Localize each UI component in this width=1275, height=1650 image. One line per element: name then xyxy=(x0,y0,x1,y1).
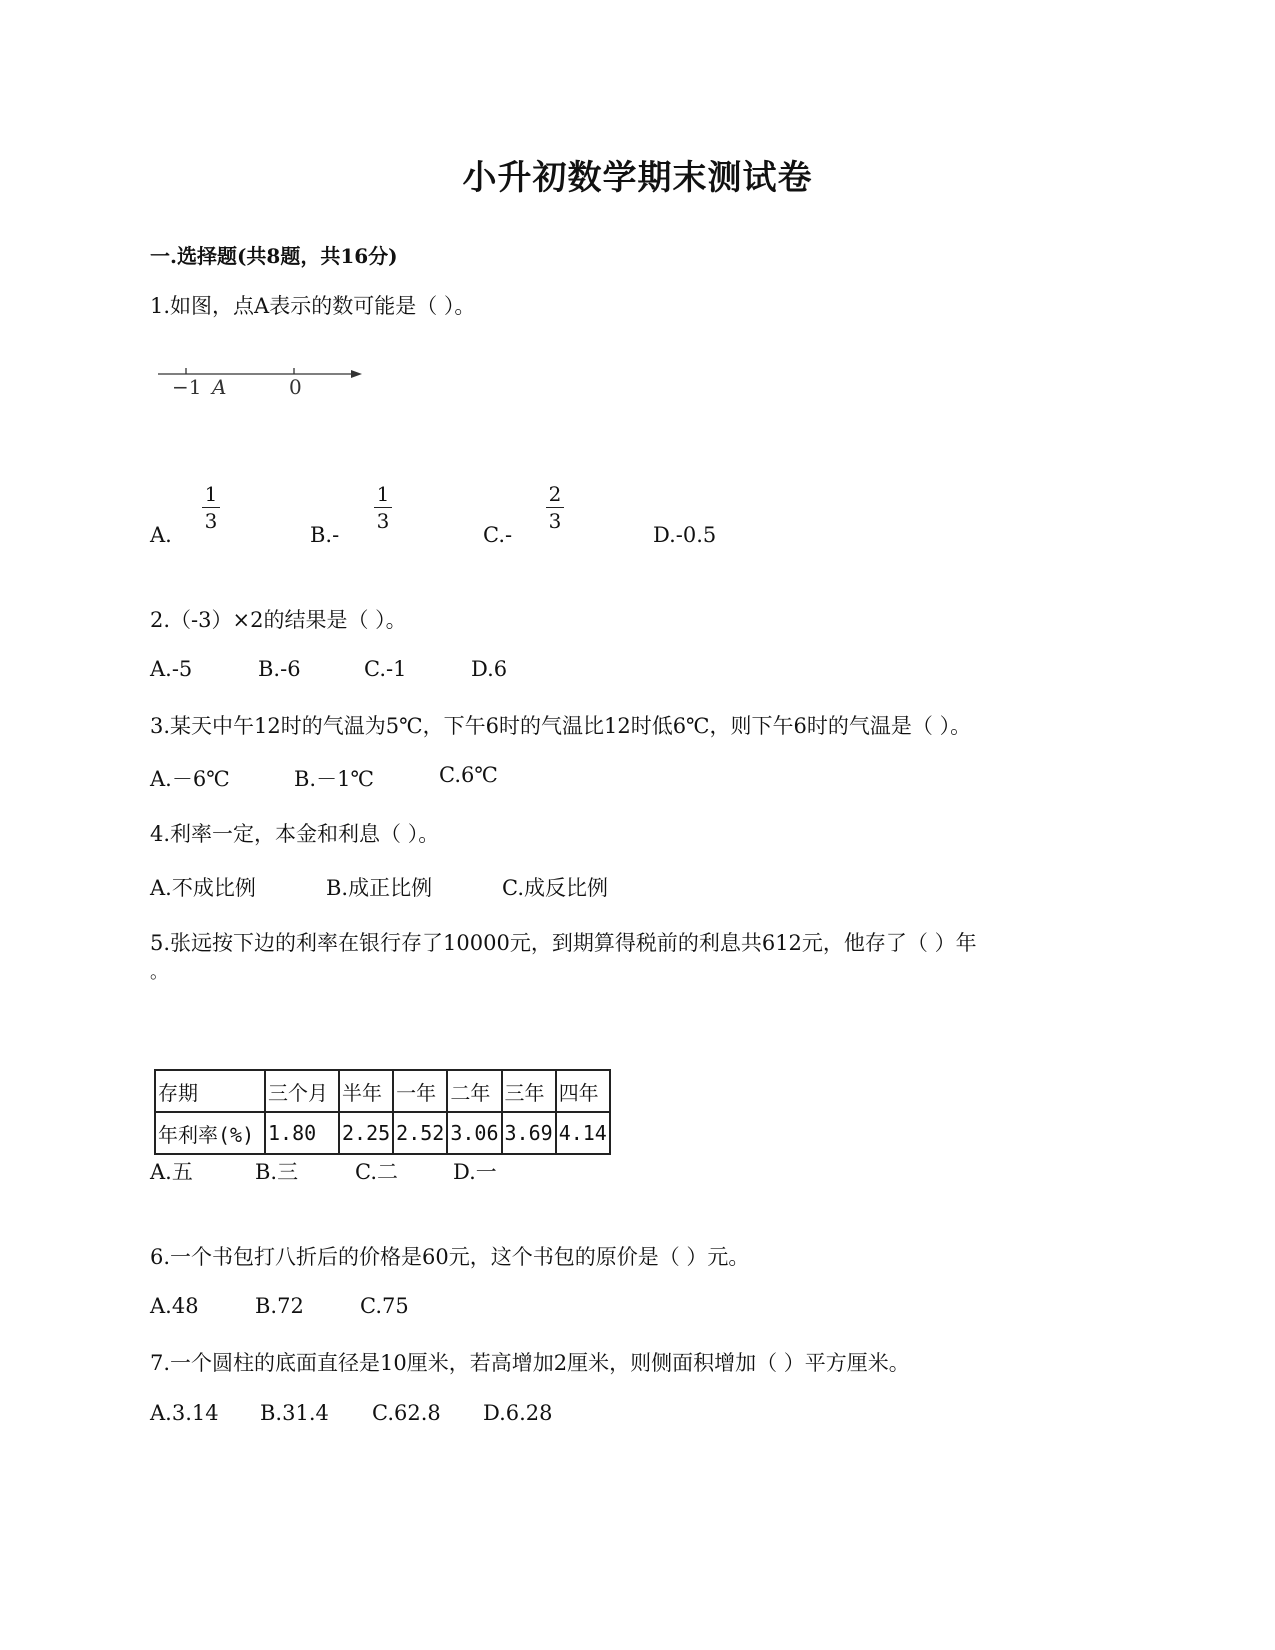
question-1-text: 1.如图，点A表示的数可能是（ ）。 xyxy=(150,294,476,318)
table-cell: 3.06 xyxy=(447,1112,501,1154)
table-cell: 2.52 xyxy=(393,1112,447,1154)
q5-option-a: A.五 xyxy=(150,1160,193,1184)
table-cell: 年利率(%) xyxy=(155,1112,265,1154)
q5-option-b: B.三 xyxy=(255,1160,299,1184)
question-5-text-continued: 。 xyxy=(150,962,168,983)
q2-option-a: A.-5 xyxy=(150,657,193,681)
table-cell: 1.80 xyxy=(265,1112,339,1154)
q6-option-c: C.75 xyxy=(360,1294,409,1318)
q4-option-b: B.成正比例 xyxy=(326,876,433,900)
q3-option-b: B.－1℃ xyxy=(294,767,374,791)
question-3-text: 3.某天中午12时的气温为5℃，下午6时的气温比12时低6℃，则下午6时的气温是（ ）。 xyxy=(150,714,972,738)
q2-option-d: D.6 xyxy=(471,657,508,681)
table-row xyxy=(155,1112,610,1154)
q7-option-d: D.6.28 xyxy=(483,1401,553,1425)
table-cell: 三年 xyxy=(502,1070,556,1112)
fraction-denominator: 3 xyxy=(376,509,390,533)
q1-option-b-fraction xyxy=(371,484,395,531)
fraction-denominator: 3 xyxy=(204,509,218,533)
question-5-text: 5.张远按下边的利率在银行存了10000元，到期算得税前的利息共612元，他存了（ ）年 xyxy=(150,931,977,955)
q1-option-d: D.-0.5 xyxy=(653,523,717,547)
q1-option-b: B.- xyxy=(310,523,340,547)
question-4-text: 4.利率一定，本金和利息（ ）。 xyxy=(150,822,440,846)
fraction-numerator: 1 xyxy=(376,482,390,506)
q7-option-a: A.3.14 xyxy=(150,1401,219,1425)
q2-option-b: B.-6 xyxy=(258,657,301,681)
q3-option-a: A.－6℃ xyxy=(150,767,230,791)
interest-rate-table xyxy=(154,1069,611,1155)
q5-option-c: C.二 xyxy=(355,1160,398,1184)
q1-option-c: C.- xyxy=(483,523,513,547)
fraction-numerator: 2 xyxy=(548,482,562,506)
q6-option-a: A.48 xyxy=(150,1294,199,1318)
section-heading: 一.选择题(共8题，共16分) xyxy=(150,244,398,268)
table-cell: 3.69 xyxy=(502,1112,556,1154)
page-title: 小升初数学期末测试卷 xyxy=(462,158,813,198)
table-cell: 4.14 xyxy=(556,1112,610,1154)
table-row xyxy=(155,1070,610,1112)
q1-option-a: A. xyxy=(150,523,172,547)
label-zero: 0 xyxy=(289,375,302,399)
label-minus-one: −1 xyxy=(172,375,202,399)
question-2-text: 2.（-3）×2的结果是（ ）。 xyxy=(150,608,407,632)
table-cell: 存期 xyxy=(155,1070,265,1112)
q7-option-c: C.62.8 xyxy=(372,1401,441,1425)
q4-option-c: C.成反比例 xyxy=(502,876,608,900)
q4-option-a: A.不成比例 xyxy=(150,876,256,900)
table-cell: 四年 xyxy=(556,1070,610,1112)
q5-option-d: D.一 xyxy=(453,1160,497,1184)
q6-option-b: B.72 xyxy=(255,1294,304,1318)
question-6-text: 6.一个书包打八折后的价格是60元，这个书包的原价是（ ）元。 xyxy=(150,1245,750,1269)
question-7-text: 7.一个圆柱的底面直径是10厘米，若高增加2厘米，则侧面积增加（ ）平方厘米。 xyxy=(150,1351,910,1375)
fraction-numerator: 1 xyxy=(204,482,218,506)
number-line-figure xyxy=(150,362,370,406)
number-line-arrow xyxy=(351,370,362,378)
table-cell: 半年 xyxy=(339,1070,393,1112)
table-cell: 三个月 xyxy=(265,1070,339,1112)
q2-option-c: C.-1 xyxy=(364,657,407,681)
q7-option-b: B.31.4 xyxy=(260,1401,329,1425)
table-cell: 2.25 xyxy=(339,1112,393,1154)
table-cell: 一年 xyxy=(393,1070,447,1112)
fraction-denominator: 3 xyxy=(548,509,562,533)
q3-option-c: C.6℃ xyxy=(439,763,498,787)
label-point-a: A xyxy=(212,375,227,399)
q1-option-c-fraction xyxy=(543,484,567,531)
table-cell: 二年 xyxy=(447,1070,501,1112)
q1-option-a-fraction xyxy=(199,484,223,531)
